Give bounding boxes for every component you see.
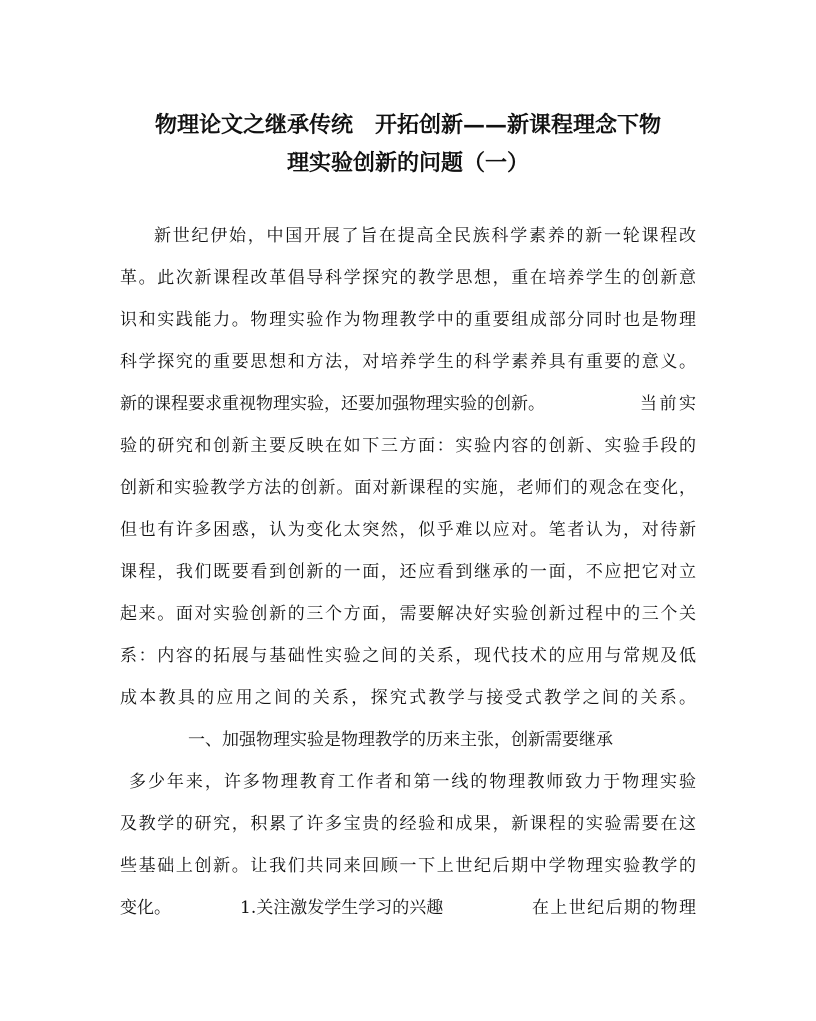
paragraph-line: 当前实 — [640, 394, 696, 414]
paragraph-line: 验的研究和创新主要反映在如下三方面：实验内容的创新、实验手段的 — [120, 436, 696, 456]
paragraph-line: 创新和实验教学方法的创新。面对新课程的实施，老师们的观念在变化， — [120, 478, 696, 498]
subsection-heading: 1.关注激发学生学习的兴趣 — [240, 898, 444, 918]
paragraph-line: 新的课程要求重视物理实验，还要加强物理实验的创新。 — [120, 394, 545, 414]
paragraph-line: 在上世纪后期的物理 — [532, 898, 696, 918]
paragraph-line: 多少年来，许多物理教育工作者和第一线的物理教师致力于物理实验 — [129, 772, 696, 792]
paragraph-line: 及教学的研究，积累了许多宝贵的经验和成果，新课程的实验需要在这 — [120, 814, 696, 834]
paragraph-line: 革。此次新课程改革倡导科学探究的教学思想，重在培养学生的创新意 — [120, 268, 696, 288]
paragraph-line: 科学探究的重要思想和方法，对培养学生的科学素养具有重要的意义。 — [120, 352, 696, 372]
paragraph-line: 识和实践能力。物理实验作为物理教学中的重要组成部分同时也是物理 — [120, 310, 696, 330]
paragraph-line: 变化。 — [120, 898, 171, 918]
document-title-line-2: 理实验创新的问题（一） — [286, 150, 529, 176]
title-part-2: 开拓创新——新课程理念下物 — [375, 112, 662, 138]
document-title-line-1 — [110, 105, 706, 145]
paragraph-line: 起来。面对实验创新的三个方面，需要解决好实验创新过程中的三个关 — [120, 604, 696, 624]
paragraph-line: 新世纪伊始，中国开展了旨在提高全民族科学素养的新一轮课程改 — [154, 226, 696, 246]
title-part-1: 物理论文之继承传统 — [154, 112, 353, 138]
paragraph-line: 系：内容的拓展与基础性实验之间的关系，现代技术的应用与常规及低 — [120, 646, 696, 666]
paragraph-line: 成本教具的应用之间的关系，探究式教学与接受式教学之间的关系。 — [120, 688, 696, 708]
paragraph-line: 但也有许多困惑，认为变化太突然，似乎难以应对。笔者认为，对待新 — [120, 520, 696, 540]
paragraph-line: 课程，我们既要看到创新的一面，还应看到继承的一面，不应把它对立 — [120, 562, 696, 582]
section-heading: 一、加强物理实验是物理教学的历来主张，创新需要继承 — [188, 730, 613, 750]
paragraph-line: 些基础上创新。让我们共同来回顾一下上世纪后期中学物理实验教学的 — [120, 856, 696, 876]
